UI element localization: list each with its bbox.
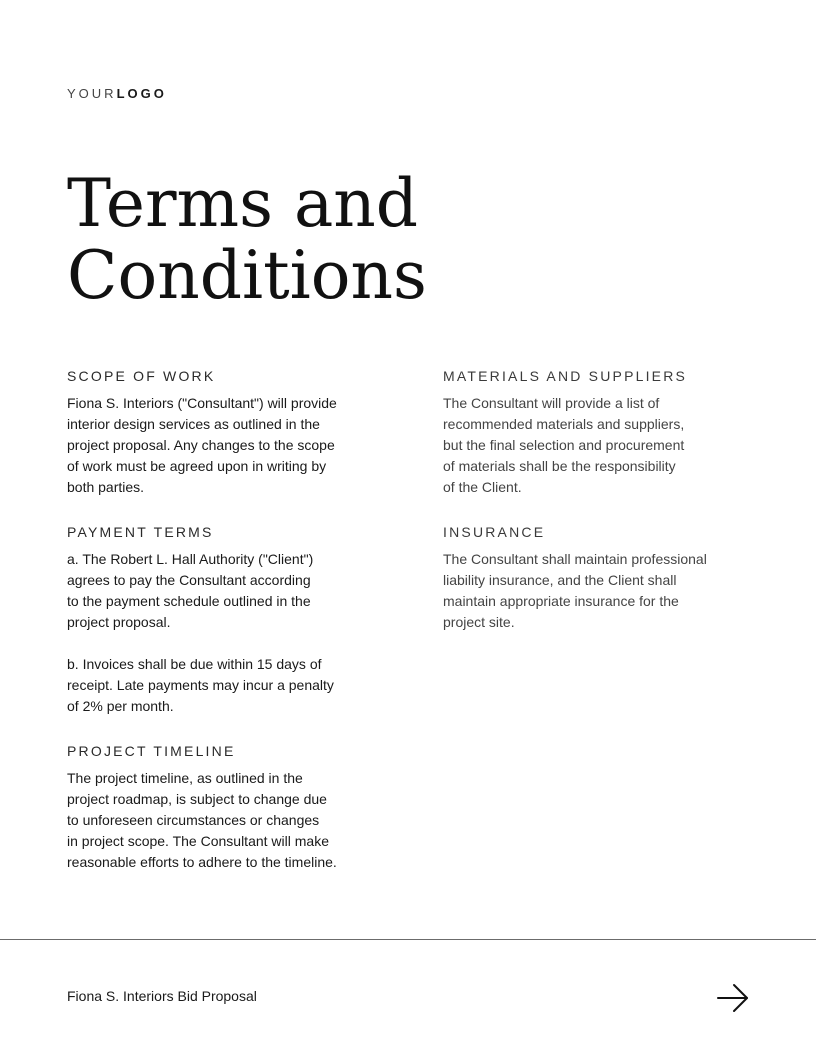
text-line: Fiona S. Interiors ("Consultant") will provide bbox=[67, 395, 337, 411]
text-line: project site. bbox=[443, 614, 515, 630]
arrow-right-icon bbox=[716, 982, 750, 1014]
logo-text-bold: LOGO bbox=[116, 86, 167, 101]
text-line: reasonable efforts to adhere to the timeline. bbox=[67, 854, 337, 870]
section-body-b bbox=[67, 654, 367, 717]
text-line: maintain appropriate insurance for the bbox=[443, 593, 679, 609]
text-line: of the Client. bbox=[443, 479, 522, 495]
section-insurance bbox=[443, 523, 743, 633]
text-line: but the final selection and procurement bbox=[443, 437, 685, 453]
section-scope-of-work bbox=[67, 367, 367, 498]
text-line: of materials shall be the responsibility bbox=[443, 458, 676, 474]
section-heading: INSURANCE bbox=[443, 524, 546, 540]
logo bbox=[67, 86, 167, 101]
section-materials-and-suppliers bbox=[443, 367, 743, 498]
section-heading: PAYMENT TERMS bbox=[67, 524, 214, 540]
section-body bbox=[443, 549, 743, 633]
text-line: project roadmap, is subject to change due bbox=[67, 791, 327, 807]
section-body bbox=[443, 393, 743, 498]
text-line: receipt. Late payments may incur a penalty bbox=[67, 677, 334, 693]
section-body bbox=[67, 393, 367, 498]
text-line: The Consultant shall maintain professional bbox=[443, 551, 707, 567]
text-line: project proposal. Any changes to the scope bbox=[67, 437, 335, 453]
text-line: recommended materials and suppliers, bbox=[443, 416, 685, 432]
footer-document-title: Fiona S. Interiors Bid Proposal bbox=[67, 988, 257, 1004]
footer-divider bbox=[0, 939, 816, 940]
text-line: interior design services as outlined in the bbox=[67, 416, 320, 432]
section-heading: PROJECT TIMELINE bbox=[67, 743, 236, 759]
section-heading: SCOPE OF WORK bbox=[67, 368, 216, 384]
section-body-a bbox=[67, 549, 367, 633]
next-page-button[interactable] bbox=[716, 982, 750, 1014]
section-body bbox=[67, 768, 367, 873]
section-payment-terms bbox=[67, 523, 367, 717]
text-line: a. The Robert L. Hall Authority ("Client") bbox=[67, 551, 314, 567]
text-line: of 2% per month. bbox=[67, 698, 174, 714]
text-line: project proposal. bbox=[67, 614, 171, 630]
text-line: to the payment schedule outlined in the bbox=[67, 593, 311, 609]
logo-text-light: YOUR bbox=[67, 86, 117, 101]
text-line: both parties. bbox=[67, 479, 145, 495]
text-line: The Consultant will provide a list of bbox=[443, 395, 660, 411]
section-project-timeline bbox=[67, 742, 367, 873]
text-line: b. Invoices shall be due within 15 days of bbox=[67, 656, 322, 672]
page-title bbox=[67, 165, 487, 314]
text-line: liability insurance, and the Client shall bbox=[443, 572, 677, 588]
text-line: in project scope. The Consultant will make bbox=[67, 833, 329, 849]
text-line: to unforeseen circumstances or changes bbox=[67, 812, 320, 828]
section-heading: MATERIALS AND SUPPLIERS bbox=[443, 368, 688, 384]
text-line: agrees to pay the Consultant according bbox=[67, 572, 311, 588]
page-title-line-2: Conditions bbox=[67, 237, 427, 314]
text-line: of work must be agreed upon in writing by bbox=[67, 458, 327, 474]
text-line: The project timeline, as outlined in the bbox=[67, 770, 303, 786]
page-title-line-1: Terms and bbox=[67, 165, 419, 242]
